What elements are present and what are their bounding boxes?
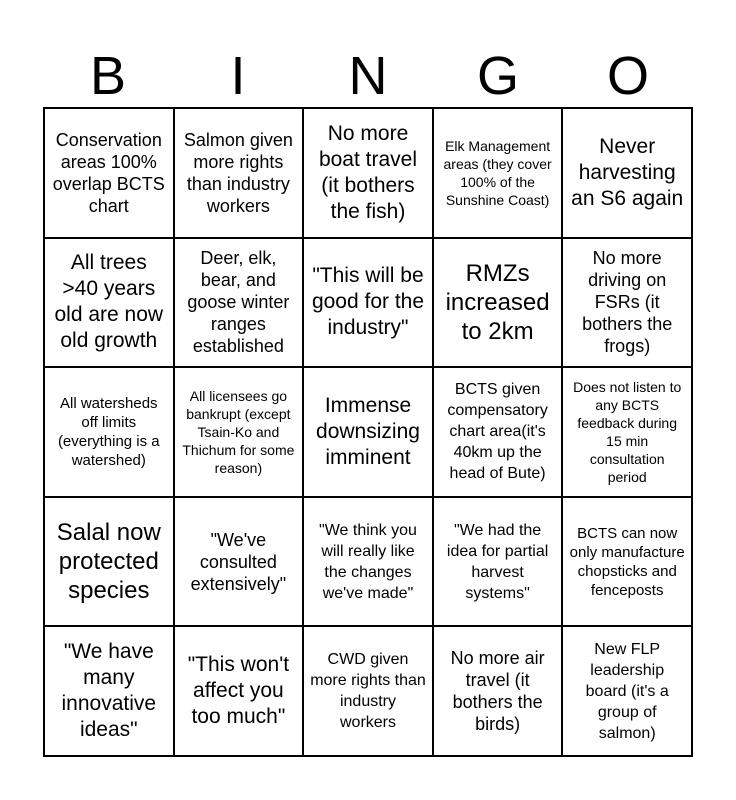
bingo-header	[43, 44, 693, 108]
bingo-grid	[43, 107, 693, 757]
bingo-cell-r5-c3[interactable]	[303, 626, 433, 756]
cell-text: All trees >40 years old are now old growth	[54, 251, 164, 353]
bingo-cell-r1-c2[interactable]	[174, 108, 304, 238]
bingo-cell-r4-c5[interactable]	[562, 497, 692, 627]
cell-text: No more boat travel (it bothers the fish)	[318, 121, 418, 223]
bingo-cell-r1-c1[interactable]	[44, 108, 174, 238]
bingo-cell-r4-c4[interactable]	[433, 497, 563, 627]
cell-text: CWD given more rights than industry workers	[310, 651, 426, 732]
cell-text: "We think you will really like the changes we've made"	[319, 521, 417, 602]
bingo-cell-r3-c1[interactable]	[44, 367, 174, 497]
cell-text: No more air travel (it bothers the birds)	[450, 648, 545, 735]
cell-text: Does not listen to any BCTS feedback during 15 min consultation period	[573, 378, 682, 485]
cell-text: "We've consulted extensively"	[190, 529, 287, 594]
bingo-cell-r4-c3[interactable]	[303, 497, 433, 627]
bingo-cell-r2-c3[interactable]	[303, 238, 433, 368]
bingo-cell-r2-c4[interactable]	[433, 238, 563, 368]
header-letter-b: B	[89, 46, 127, 106]
cell-text: Salal now protected species	[56, 519, 161, 605]
bingo-cell-r4-c1[interactable]	[44, 497, 174, 627]
bingo-cell-r5-c1[interactable]	[44, 626, 174, 756]
bingo-cell-r5-c5[interactable]	[562, 626, 692, 756]
bingo-cell-r1-c4[interactable]	[433, 108, 563, 238]
cell-text: New FLP leadership board (it's a group of salmon)	[585, 640, 669, 742]
cell-text: All watersheds off limits (everything is a watershed)	[57, 394, 160, 469]
bingo-cell-r3-c5[interactable]	[562, 367, 692, 497]
header-letter-g: G	[476, 46, 519, 106]
header-letter-i: I	[230, 46, 246, 106]
cell-text: Never harvesting an S6 again	[571, 134, 684, 210]
bingo-cell-r5-c4[interactable]	[433, 626, 563, 756]
cell-text: Deer, elk, bear, and goose winter ranges established	[187, 248, 290, 357]
bingo-cell-r5-c2[interactable]	[174, 626, 304, 756]
header-letter-n: N	[348, 46, 388, 106]
bingo-cell-r2-c1[interactable]	[44, 238, 174, 368]
bingo-cell-r2-c2[interactable]	[174, 238, 304, 368]
cell-text: "This won't affect you too much"	[187, 653, 290, 729]
bingo-cell-r1-c3[interactable]	[303, 108, 433, 238]
cell-text: BCTS can now only manufacture chopsticks and fenceposts	[569, 524, 685, 599]
cell-text: Conservation areas 100% overlap BCTS chart	[52, 129, 165, 216]
bingo-cell-r3-c4[interactable]	[433, 367, 563, 497]
cell-text: "We have many innovative ideas"	[61, 640, 157, 742]
cell-text: BCTS given compensatory chart area(it's 40km up the head of Bute)	[447, 381, 548, 483]
bingo-cell-r3-c3[interactable]	[303, 367, 433, 497]
bingo-cell-r2-c5[interactable]	[562, 238, 692, 368]
cell-text: "We had the idea for partial harvest systems"	[446, 521, 549, 602]
bingo-cell-r4-c2[interactable]	[174, 497, 304, 627]
cell-text: Salmon given more rights than industry workers	[183, 129, 293, 216]
bingo-cell-r1-c5[interactable]	[562, 108, 692, 238]
header-letter-o: O	[606, 46, 649, 106]
cell-text: Elk Management areas (they cover 100% of the Sunshine Coast)	[443, 137, 552, 208]
cell-text: No more driving on FSRs (it bothers the frogs)	[582, 248, 673, 357]
cell-text: Immense downsizing imminent	[316, 393, 420, 469]
cell-text: "This will be good for the industry"	[311, 264, 425, 340]
cell-text: All licensees go bankrupt (except Tsain-Ko and Thichum for some reason)	[182, 387, 295, 476]
cell-text: RMZs increased to 2km	[445, 259, 550, 345]
bingo-cell-r3-c2[interactable]	[174, 367, 304, 497]
